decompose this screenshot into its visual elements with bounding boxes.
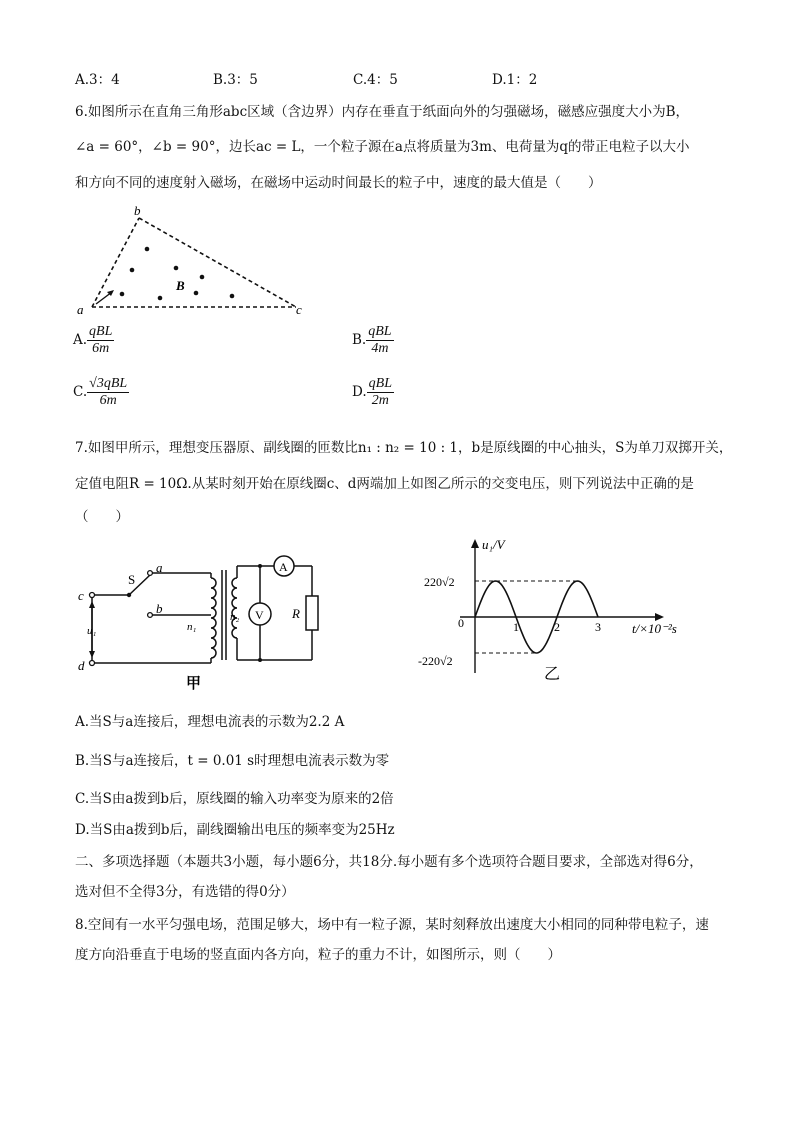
q6-option-a: A. $\frac{\text{qBL}}{6m}$ [73,324,113,356]
label-n2: n₂ [230,611,240,623]
q6-option-c: C. $\frac{\text{√3qBL}}{6m}$ [73,376,128,408]
q5-option-d: D.1：2 [492,72,538,88]
section2-heading-line2: 选对但不全得3分，有选错的得0分） [75,884,295,900]
triangle-field-figure [74,204,314,319]
xtick-label: 3 [595,620,601,634]
q5-option-c: C.4：5 [353,72,398,88]
q8-stem-line2: 度方向沿垂直于电场的竖直面内各方向，粒子的重力不计，如图所示，则（ ） [75,947,561,963]
voltmeter-icon: V [255,608,264,622]
q7-option-a: A.当S与a连接后，理想电流表的示数为2.2 A [75,714,345,730]
x-axis-label: t/×10⁻²s [632,621,677,636]
x-axis-arrow [655,613,664,621]
ytick-max: 220√2 [424,575,455,589]
caption-yi: 乙 [544,666,561,683]
label-b: b [134,204,141,218]
xtick-label: 2 [554,620,560,634]
label-c-terminal: c [78,588,84,603]
q6-option-b: B. $\frac{\text{qBL}}{4m}$ [352,324,392,356]
ytick-zero: 0 [458,616,464,630]
q6-stem-line1: 6.如图所示在直角三角形abc区域（含边界）内存在垂直于纸面向外的匀强磁场，磁感应强度大小为B， [75,104,690,120]
q7-option-c: C.当S由a拨到b后，原线圈的输入功率变为原来的2倍 [75,791,394,807]
voltage-chart [410,535,710,685]
q5-option-b: B.3：5 [213,72,258,88]
q8-stem-line1: 8.空间有一水平匀强电场，范围足够大，场中有一粒子源，某时刻释放出速度大小相同的同种带电粒子，速 [75,917,709,933]
ytick-min: -220√2 [418,654,453,668]
q6-stem-line3: 和方向不同的速度射入磁场，在磁场中运动时间最长的粒子中，速度的最大值是（ ） [75,175,602,191]
label-u1: u₁ [87,625,97,637]
q7-stem-line3: （ ） [75,509,129,525]
q7-stem-line2: 定值电阻R = 10Ω.从某时刻开始在原线圈c、d两端加上如图乙所示的交变电压，则下列说法中正确的是 [75,476,694,492]
q6-option-d: D. $\frac{\text{qBL}}{2m}$ [352,376,392,408]
xtick-label: 1 [513,620,519,634]
label-c: c [296,302,302,317]
q7-option-b: B.当S与a连接后，t = 0.01 s时理想电流表示数为零 [75,753,390,769]
y-axis-arrow [471,539,479,548]
label-d-terminal: d [78,658,85,673]
q6-stem-line2: ∠a = 60°，∠b = 90°，边长ac = L，一个粒子源在a点将质量为3m、电荷量为q的带正电粒子以大小 [75,139,690,155]
q7-stem-line1: 7.如图甲所示，理想变压器原、副线圈的匝数比n₁ : n₂ = 10 : 1，b是原线圈的中心抽头，S为单刀双掷开关， [75,440,733,456]
label-a: a [77,302,84,317]
caption-jia: 甲 [186,676,202,692]
label-switch-S: S [128,572,136,587]
q5-option-a: A.3：4 [75,72,120,88]
label-B: B [176,278,185,293]
y-axis-label: u₁/V [482,537,505,552]
label-R: R [292,606,300,621]
ammeter-icon: A [279,560,288,574]
label-contact-a: a [156,560,163,575]
transformer-circuit-figure [74,548,334,693]
label-n1: n₁ [187,621,197,633]
section2-heading-line1: 二、多项选择题（本题共3小题，每小题6分，共18分.每小题有多个选项符合题目要求，全部选对得6分， [75,854,703,870]
q7-option-d: D.当S由a拨到b后，副线圈输出电压的频率变为25Hz [75,822,395,838]
label-contact-b: b [156,601,163,616]
